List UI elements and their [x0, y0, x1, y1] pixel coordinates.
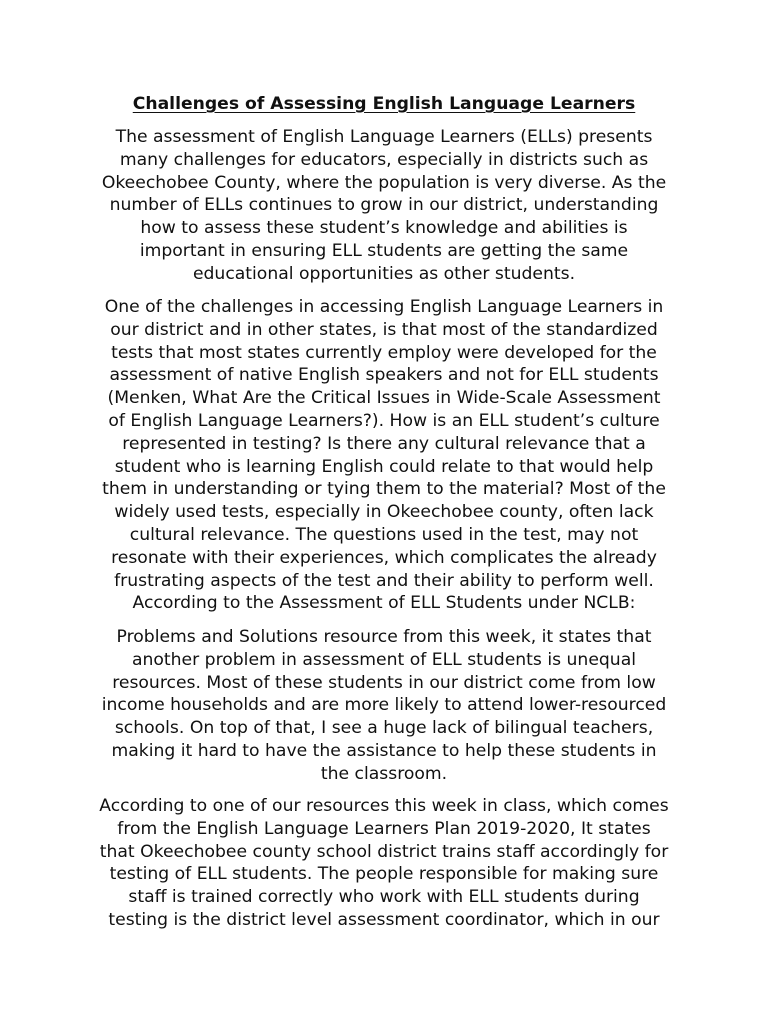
paragraph-line: assessment of native English speakers and not for ELL students — [109, 365, 659, 386]
paragraph-line: many challenges for educators, especially in districts such as — [119, 149, 649, 170]
paragraph-line: our district and in other states, is that most of the standardized — [110, 319, 658, 340]
paragraph-line: number of ELLs continues to grow in our district, understanding — [109, 195, 659, 216]
paragraph-line: cultural relevance. The questions used in the test, may not — [129, 524, 639, 545]
paragraph-line: educational opportunities as other students. — [192, 263, 576, 284]
paragraph-line: (Menken, What Are the Critical Issues in Wide-Scale Assessment — [107, 388, 661, 409]
paragraph-line: According to one of our resources this week in class, which comes — [99, 796, 669, 816]
paragraph-line: resources. Most of these students in our district come from low — [112, 672, 656, 693]
paragraph-4 — [30, 795, 738, 932]
paragraph-line: Problems and Solutions resource from this week, it states that — [116, 627, 652, 647]
paragraph-line: The assessment of English Language Learners (ELLs) presents — [115, 127, 653, 147]
paragraph-line: important in ensuring ELL students are getting the same — [139, 240, 629, 261]
paragraph-line: income households and are more likely to attend lower-resourced — [101, 695, 667, 716]
paragraph-1 — [30, 126, 738, 286]
paragraph-line: the classroom. — [320, 763, 448, 784]
paragraph-line: According to the Assessment of ELL Students under NCLB: — [132, 593, 636, 614]
paragraph-line: frustrating aspects of the test and their ability to perform well. — [114, 570, 654, 591]
paragraph-line: making it hard to have the assistance to help these students in — [111, 740, 657, 761]
paragraph-line: resonate with their experiences, which complicates the already — [111, 547, 657, 568]
paragraph-line: One of the challenges in accessing English Language Learners in — [104, 297, 664, 317]
paragraph-line: how to assess these student’s knowledge and abilities is — [140, 218, 628, 239]
paragraph-line: staff is trained correctly who work with ELL students during — [128, 887, 640, 908]
paragraph-line: Okeechobee County, where the population is very diverse. As the — [101, 172, 667, 193]
paragraph-line: them in understanding or tying them to the material? Most of the — [102, 479, 666, 500]
paragraph-line: testing of ELL students. The people responsible for making sure — [109, 864, 659, 885]
document-title: Challenges of Assessing English Language Learners — [132, 94, 636, 114]
paragraph-3 — [30, 626, 738, 786]
paragraph-line: another problem in assessment of ELL students is unequal — [131, 649, 637, 670]
paragraph-line: testing is the district level assessment coordinator, which in our — [108, 909, 660, 930]
paragraph-line: from the English Language Learners Plan 2019-2020, It states — [117, 818, 651, 839]
paragraph-line: tests that most states currently employ were developed for the — [111, 342, 657, 363]
paragraph-line: that Okeechobee county school district trains staff accordingly for — [99, 841, 669, 862]
paragraph-line: widely used tests, especially in Okeechobee county, often lack — [114, 502, 654, 523]
paragraph-line: student who is learning English could relate to that would help — [114, 456, 654, 477]
paragraph-line: represented in testing? Is there any cultural relevance that a — [122, 433, 646, 454]
paragraph-line: schools. On top of that, I see a huge lack of bilingual teachers, — [114, 718, 654, 739]
paragraph-line: of English Language Learners?). How is an ELL student’s culture — [108, 410, 660, 431]
paragraph-2 — [30, 296, 738, 615]
